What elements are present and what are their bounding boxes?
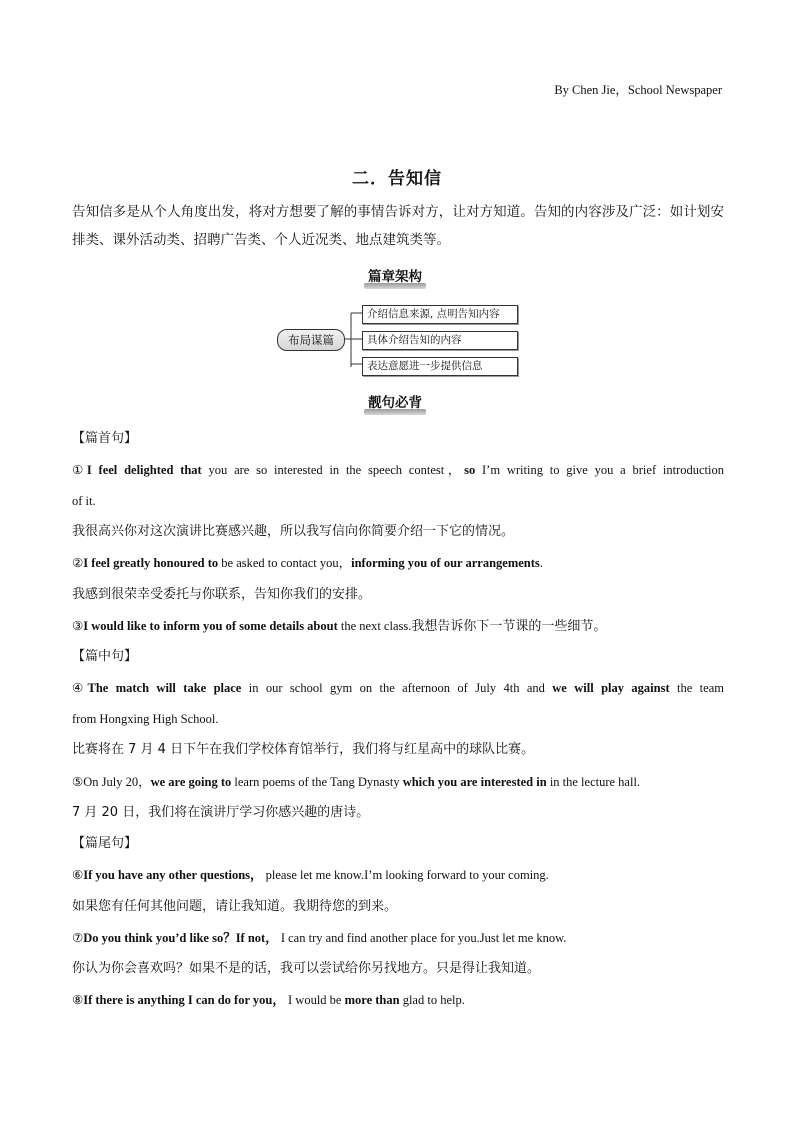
- ending-label: 【篇尾句】: [72, 836, 138, 851]
- section-title: 二．告知信: [352, 169, 442, 189]
- sentence-1: ①I feel delighted that you are so interested in the speech contest，so I’m writing to give you a brief introduction: [72, 462, 725, 477]
- structure-branch-3: 表达意愿进一步提供信息: [362, 357, 518, 376]
- sentence-2: ②I feel greatly honoured to be asked to contact you，informing you of our arrangements.: [72, 555, 543, 570]
- sentences-heading: 靓句必背: [368, 391, 422, 411]
- sentence-5: ⑤On July 20，we are going to learn poems of the Tang Dynasty which you are interested in in the lecture hall.: [72, 774, 641, 789]
- sentence-4-cont: from Hongxing High School.: [72, 712, 219, 726]
- sentence-1-cont: of it.: [72, 494, 96, 508]
- sentence-4-translation: 比赛将在 7 月 4 日下午在我们学校体育馆举行，我们将与红星高中的球队比赛。: [72, 742, 535, 757]
- sentence-1-translation: 我很高兴你对这次演讲比赛感兴趣，所以我写信向你简要介绍一下它的情况。: [72, 524, 515, 539]
- intro-paragraph: 告知信多是从个人角度出发，将对方想要了解的事情告诉对方，让对方知道。告知的内容涉及广泛：如计划安排类、课外活动类、招聘广告类、个人近况类、地点建筑类等。: [72, 204, 724, 248]
- sentence-6-translation: 如果您有任何其他问题，请让我知道。我期待您的到来。: [72, 899, 398, 914]
- sentence-3: ③I would like to inform you of some details about the next class.我想告诉你下一节课的一些细节。: [72, 618, 607, 634]
- opening-label: 【篇首句】: [72, 431, 138, 446]
- sentence-2-translation: 我感到很荣幸受委托与你联系，告知你我们的安排。: [72, 587, 372, 602]
- structure-branch-1: 介绍信息来源, 点明告知内容: [362, 305, 518, 324]
- structure-branch-2: 具体介绍告知的内容: [362, 331, 518, 350]
- sentence-8: ⑧If there is anything I can do for you， I would be more than glad to help.: [72, 992, 465, 1007]
- structure-center-node: 布局谋篇: [277, 329, 345, 351]
- byline: By Chen Jie，School Newspaper: [554, 83, 722, 97]
- sentence-6: ⑥If you have any other questions， please let me know.I’m looking forward to your coming.: [72, 867, 549, 882]
- sentence-4: ④The match will take place in our school gym on the afternoon of July 4th and we will play against the team: [72, 680, 724, 695]
- sentence-5-translation: 7 月 20 日，我们将在演讲厅学习你感兴趣的唐诗。: [72, 805, 370, 820]
- middle-label: 【篇中句】: [72, 649, 138, 664]
- sentence-7: ⑦Do you think you’d like so？If not， I can try and find another place for you.Just let me know.: [72, 930, 567, 945]
- structure-heading: 篇章架构: [368, 265, 422, 285]
- sentence-7-translation: 你认为你会喜欢吗？如果不是的话，我可以尝试给你另找地方。只是得让我知道。: [72, 961, 541, 976]
